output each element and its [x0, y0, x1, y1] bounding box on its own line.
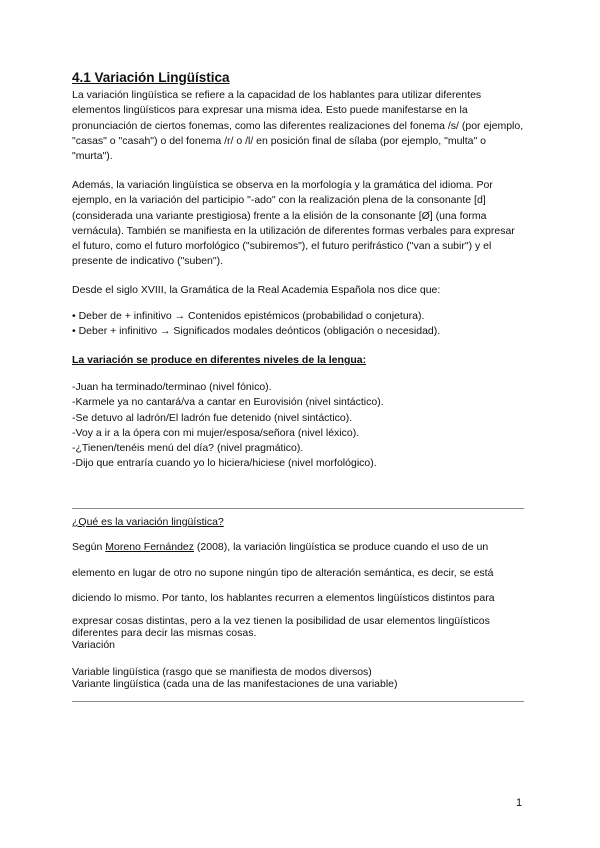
- definition-line: [72, 540, 524, 555]
- text: Según: [72, 541, 106, 553]
- divider-top: [72, 508, 524, 509]
- term-definition: Variante lingüística (cada una de las manifestaciones de una variable): [72, 678, 398, 690]
- rae-paragraph: [72, 283, 524, 298]
- definition-closing: [72, 615, 524, 651]
- bullet-list: [72, 309, 524, 340]
- bullet-item: • Deber de + infinitivo → Contenidos epistémicos (probabilidad o conjetura).: [72, 310, 425, 322]
- example-item: -Juan ha terminado/terminao (nivel fónico).: [72, 381, 272, 393]
- definition-line: expresar cosas distintas, pero a la vez tienen la posibilidad de usar elementos lingüísticos diferentes para decir las mismas cosas.: [72, 615, 490, 639]
- levels-examples: [72, 380, 524, 472]
- example-item: -Dijo que entraría cuando yo lo hiciera/hiciese (nivel morfológico).: [72, 457, 377, 470]
- paragraph-1: La variación lingüística se refiere a la capacidad de los hablantes para utilizar diferentes elementos lingüísticos para expresar una misma idea. Esto puede manifestarse en la pronunciación de ciertos fonemas, como las diferentes realizaciones del fonema /s/ (por ejemplo, "casas" o "casah") o del fonema /r/ o /l/ en posición final de sílaba (por ejemplo, "multa" o "murta").: [72, 89, 524, 163]
- morphology-paragraph: [72, 178, 524, 270]
- example-item: -Voy a ir a la ópera con mi mujer/esposa/señora (nivel léxico).: [72, 426, 360, 439]
- intro-paragraph: [72, 88, 524, 164]
- definition-line: diciendo lo mismo. Por tanto, los hablantes recurren a elementos lingüísticos distintos para: [72, 592, 495, 604]
- text: (2008), la variación lingüística se produce cuando el uso de un: [194, 541, 489, 553]
- section-title: 4.1 Variación Lingüística: [72, 70, 230, 85]
- author-citation: Moreno Fernández: [105, 541, 194, 553]
- paragraph-2: Además, la variación lingüística se observa en la morfología y la gramática del idioma. Por ejemplo, en la variación del participio "-ado" con la realización plena de la consonante [d] (considerada una variante prestigiosa) frente a la elisión de la consonante [Ø] (una forma vernácula). También se manifiesta en la utilización de diferentes formas verbales para expresar el futuro, como el futuro morfológico ("subiremos"), el futuro perifrástico ("van a subir") y el presente de indicativo ("suben").: [72, 179, 515, 268]
- term-label: Variación: [72, 639, 115, 651]
- example-item: -Se detuvo al ladrón/El ladrón fue detenido (nivel sintáctico).: [72, 411, 353, 424]
- levels-heading: La variación se produce en diferentes niveles de la lengua:: [72, 354, 367, 366]
- term-definition: Variable lingüística (rasgo que se manifiesta de modos diversos): [72, 666, 372, 678]
- term-definitions: [72, 666, 524, 690]
- question-heading: ¿Qué es la variación lingüística?: [72, 516, 224, 528]
- divider-bottom: [72, 701, 524, 702]
- page-number: 1: [516, 797, 523, 809]
- bullet-item: • Deber + infinitivo → Significados modales deónticos (obligación o necesidad).: [72, 325, 441, 338]
- example-item: -¿Tienen/tenéis menú del día? (nivel pragmático).: [72, 442, 304, 455]
- definition-line: elemento en lugar de otro no supone ningún tipo de alteración semántica, es decir, se está: [72, 567, 494, 579]
- example-item: -Karmele ya no cantará/va a cantar en Eurovisión (nivel sintáctico).: [72, 396, 384, 409]
- paragraph-3: Desde el siglo XVIII, la Gramática de la Real Academia Española nos dice que:: [72, 284, 441, 296]
